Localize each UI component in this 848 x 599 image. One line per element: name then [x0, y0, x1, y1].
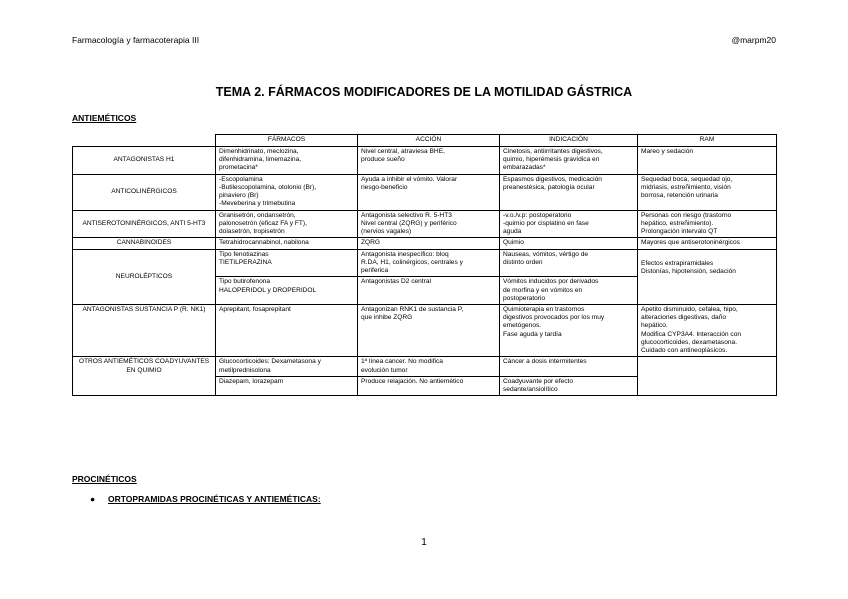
cell-line: que inhibe ZQRG	[361, 314, 413, 322]
cell-line: Ayuda a inhibir el vómito. Valorar	[361, 175, 458, 183]
header-farmacos: FÁRMACOS	[216, 135, 358, 147]
cell-line: evolución tumor	[361, 366, 408, 374]
cell-line: palonosetrón (eficaz FA y FT),	[219, 219, 307, 227]
cell-line: Tipo fenotiazinas	[219, 250, 269, 258]
cell-line: Nivel central (ZQRG) y periférico	[361, 219, 457, 227]
cell-line: Diazepam, lorazepam	[219, 377, 284, 385]
cell-line: Prolongación intervalo QT	[641, 228, 718, 236]
cell-line: Nivel central, atraviesa BHE,	[361, 148, 445, 155]
category-cell: CANNABINOIDES	[73, 238, 216, 249]
farmacos-cell	[216, 357, 358, 376]
cell-line: Cinetosis, antiirritantes digestivos,	[503, 148, 603, 155]
category-cell: ANTISEROTONINÉRGICOS, ANTI 5-HT3	[73, 210, 216, 238]
cell-line: Quimioterapia en trastornos	[503, 305, 585, 313]
header-empty-cell	[73, 135, 216, 147]
section-procineticos-heading: PROCINÉTICOS	[72, 474, 137, 484]
cell-line: Nauseas, vómitos, vértigo de	[503, 250, 589, 258]
cell-line: 1ª línea cancer. No modifica	[361, 358, 443, 366]
cell-line: -Meveberina y trimebutina	[219, 200, 296, 208]
table-header-row	[73, 135, 777, 147]
category-cell: ANTICOLINÉRGICOS	[73, 174, 216, 210]
table-row-neurolepticos-1	[73, 249, 777, 277]
cell-line: riesgo-beneficio	[361, 183, 408, 191]
cell-line: R.DA, H1, colinérgicos, centrales y	[361, 258, 463, 266]
cell-line: -Escopolamina	[219, 175, 263, 183]
page-number: 1	[421, 537, 427, 548]
cell-line: Antagonista selectivo R. 5-HT3	[361, 211, 452, 219]
indicacion-cell	[500, 249, 638, 277]
cell-line: Efectos extrapiramidales	[641, 259, 714, 267]
cell-line: dolasetrón, tropisetrón	[219, 228, 285, 236]
indicacion-cell	[500, 210, 638, 238]
cell-line: borrosa, retención urinaria	[641, 192, 718, 200]
cell-line: emetógenos.	[503, 322, 542, 330]
table-row-cannabinoides	[73, 238, 777, 249]
cell-line: digestivos provocados por los muy	[503, 314, 605, 322]
cell-line: glucocorticoides, dexametasona.	[641, 338, 738, 346]
bullet-item	[90, 494, 321, 504]
cell-line: Glucocorticoides: Dexametasona y	[219, 358, 321, 366]
cell-line: ZQRG	[361, 239, 381, 247]
cell-line: Coadyuvante por efecto	[503, 377, 574, 385]
indicacion-cell	[500, 147, 638, 175]
cell-line: embarazadas*	[503, 164, 546, 172]
header-indicacion: INDICACIÓN	[500, 135, 638, 147]
accion-cell	[358, 376, 500, 395]
indicacion-cell	[500, 238, 638, 249]
cell-line: Aprepitant, fosaprepitant	[219, 305, 291, 313]
bullet-text: ORTOPRAMIDAS PROCINÉTICAS Y ANTIEMÉTICAS:	[108, 494, 321, 504]
farmacos-cell	[216, 249, 358, 277]
accion-cell	[358, 277, 500, 305]
bullet-icon: ●	[90, 494, 96, 504]
antiemeticos-table	[72, 134, 777, 396]
cell-line: Espasmos digestivos, medicación	[503, 175, 602, 183]
cell-line: -Butilescopolamina, otolonio (Br),	[219, 183, 317, 191]
accion-cell	[358, 147, 500, 175]
cell-line: Tipo butirofenona	[219, 278, 271, 286]
accion-cell	[358, 174, 500, 210]
ram-cell	[638, 210, 777, 238]
cell-line: HALOPERIDOL y DROPERIDOL	[219, 286, 317, 294]
cell-line: hepático.	[641, 322, 668, 330]
indicacion-cell	[500, 304, 638, 356]
cell-line: Apetito disminuido, cefalea, hipo,	[641, 305, 738, 313]
accion-cell	[358, 357, 500, 376]
farmacos-cell	[216, 376, 358, 395]
indicacion-cell	[500, 277, 638, 305]
cell-line: Quimio	[503, 239, 524, 247]
table-row-anticolinergicos	[73, 174, 777, 210]
cell-line: pinaviero (Br)	[219, 192, 259, 200]
cell-line: produce sueño	[361, 156, 405, 164]
farmacos-cell	[216, 277, 358, 305]
table-row-antiserotoninergicos	[73, 210, 777, 238]
cell-line: distinto orden	[503, 258, 543, 266]
indicacion-cell	[500, 174, 638, 210]
cell-line: Cáncer a dosis intermitentes	[503, 358, 587, 366]
cell-line: Distonías, hipotensión, sedación	[641, 267, 736, 275]
category-cell: ANTAGONISTAS H1	[73, 147, 216, 175]
cell-line: hepático, estreñimiento).	[641, 219, 714, 227]
header-ram: RAM	[638, 135, 777, 147]
cell-line: quimio, hiperémesis gravídica en	[503, 156, 600, 164]
cell-line: difenhidramina, limemazina,	[219, 156, 302, 164]
cell-line: Tetrahidrocannabinol, nabilona	[219, 239, 309, 247]
accion-cell	[358, 249, 500, 277]
farmacos-cell	[216, 304, 358, 356]
cell-line: sedante/ansiolítico	[503, 386, 558, 394]
cell-line: Modifica CYP3A4. Interacción con	[641, 330, 742, 338]
table-row-otros-1	[73, 357, 777, 376]
ram-cell-empty	[638, 357, 777, 396]
cell-line: Fase aguda y tardía	[503, 330, 562, 338]
ram-cell	[638, 238, 777, 249]
cell-line: -quimio por cisplatino en fase	[503, 219, 589, 227]
cell-line: Dimenhidrinato, meclozina,	[219, 148, 299, 155]
farmacos-cell	[216, 238, 358, 249]
cell-line: Personas con riesgo (trastorno	[641, 211, 732, 219]
cell-line: Antagonistas D2 central	[361, 278, 432, 286]
accion-cell	[358, 304, 500, 356]
accion-cell	[358, 238, 500, 249]
cell-line: midriasis, estreñimiento, visión	[641, 183, 731, 191]
cell-line: Mareo y sedación	[641, 148, 694, 155]
cell-line: alteraciones digestivas, daño	[641, 314, 727, 322]
cell-line: TIETILPERAZINA	[219, 258, 272, 266]
farmacos-cell	[216, 174, 358, 210]
cell-line: aguda	[503, 228, 522, 236]
farmacos-cell	[216, 147, 358, 175]
category-cell: ANTAGONISTAS SUSTANCIA P (R. NK1)	[73, 304, 216, 356]
cell-line: metilprednisolona	[219, 366, 271, 374]
header-left-text: Farmacología y farmacoterapia III	[72, 35, 200, 45]
cell-line: Antagonizan RNK1 de sustancia P,	[361, 305, 464, 313]
ram-cell	[638, 249, 777, 304]
cell-line: Cuidado con antineoplásicos.	[641, 347, 728, 355]
document-title: TEMA 2. FÁRMACOS MODIFICADORES DE LA MOTILIDAD GÁSTRICA	[215, 85, 633, 99]
cell-line: postoperatorio	[503, 294, 546, 302]
cell-line: Sequedad boca, sequedad ojo,	[641, 175, 733, 183]
ram-cell	[638, 147, 777, 175]
header-accion: ACCIÓN	[358, 135, 500, 147]
farmacos-cell	[216, 210, 358, 238]
cell-line: Vómitos inducidos por derivados	[503, 278, 599, 286]
cell-line: (nervios vagales)	[361, 228, 412, 236]
table-row-h1	[73, 147, 777, 175]
cell-line: Granisetrón, ondansetrón,	[219, 211, 296, 219]
cell-line: de morfina y en vómitos en	[503, 286, 583, 294]
cell-line: Antagonista inespecífico: bloq	[361, 250, 449, 258]
category-cell: OTROS ANTIEMÉTICOS COADYUVANTES EN QUIMIO	[73, 357, 216, 396]
cell-line: preanestésica, patología ocular	[503, 183, 595, 191]
accion-cell	[358, 210, 500, 238]
cell-line: prometacina*	[219, 164, 258, 172]
ram-cell	[638, 174, 777, 210]
table-row-sustancia-p	[73, 304, 777, 356]
indicacion-cell	[500, 376, 638, 395]
section-antiemeticos-heading: ANTIEMÉTICOS	[72, 113, 137, 123]
cell-line: periferica	[361, 267, 389, 275]
cell-line: Produce relajación. No antiemético	[361, 377, 464, 385]
header-right-text: @marpm20	[731, 35, 776, 45]
cell-line: Mayores que antiserotoninérgicos	[641, 239, 740, 247]
cell-line: -v.o./v.p: postoperatorio	[503, 211, 572, 219]
indicacion-cell	[500, 357, 638, 376]
category-cell: NEUROLÉPTICOS	[73, 249, 216, 304]
ram-cell	[638, 304, 777, 356]
